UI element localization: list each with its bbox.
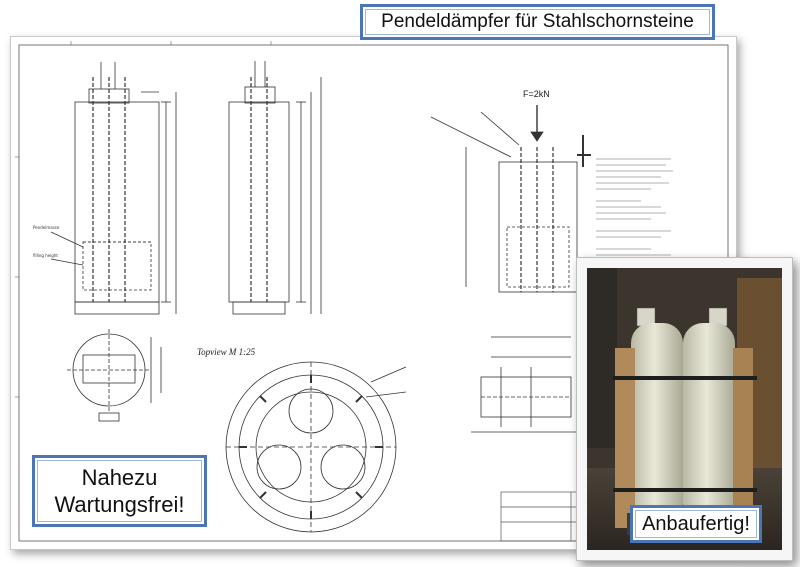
damper-top-view-large (226, 362, 406, 532)
damper-top-view-small (67, 329, 161, 421)
svg-text:Pendelmasse: Pendelmasse (33, 225, 60, 230)
callout-line-2: Wartungsfrei! (54, 492, 185, 517)
svg-text:filling height: filling height (33, 253, 58, 258)
damper-detail-view (471, 367, 576, 432)
slide-title: Pendeldämpfer für Stahlschornsteine (381, 11, 694, 32)
photo-caption-box (630, 505, 762, 543)
force-label: F=2kN (523, 89, 550, 99)
damper-side-view-1 (51, 62, 176, 314)
damper-installed-view (431, 105, 591, 357)
callout-line-1: Nahezu (81, 465, 158, 490)
topview-label: Topview M 1:25 (197, 347, 256, 357)
photo-caption: Anbaufertig! (642, 512, 750, 535)
damper-side-view-2 (229, 61, 321, 314)
slide-title-box (360, 4, 715, 40)
maintenance-callout (32, 455, 207, 527)
spec-text-lines (596, 159, 673, 261)
